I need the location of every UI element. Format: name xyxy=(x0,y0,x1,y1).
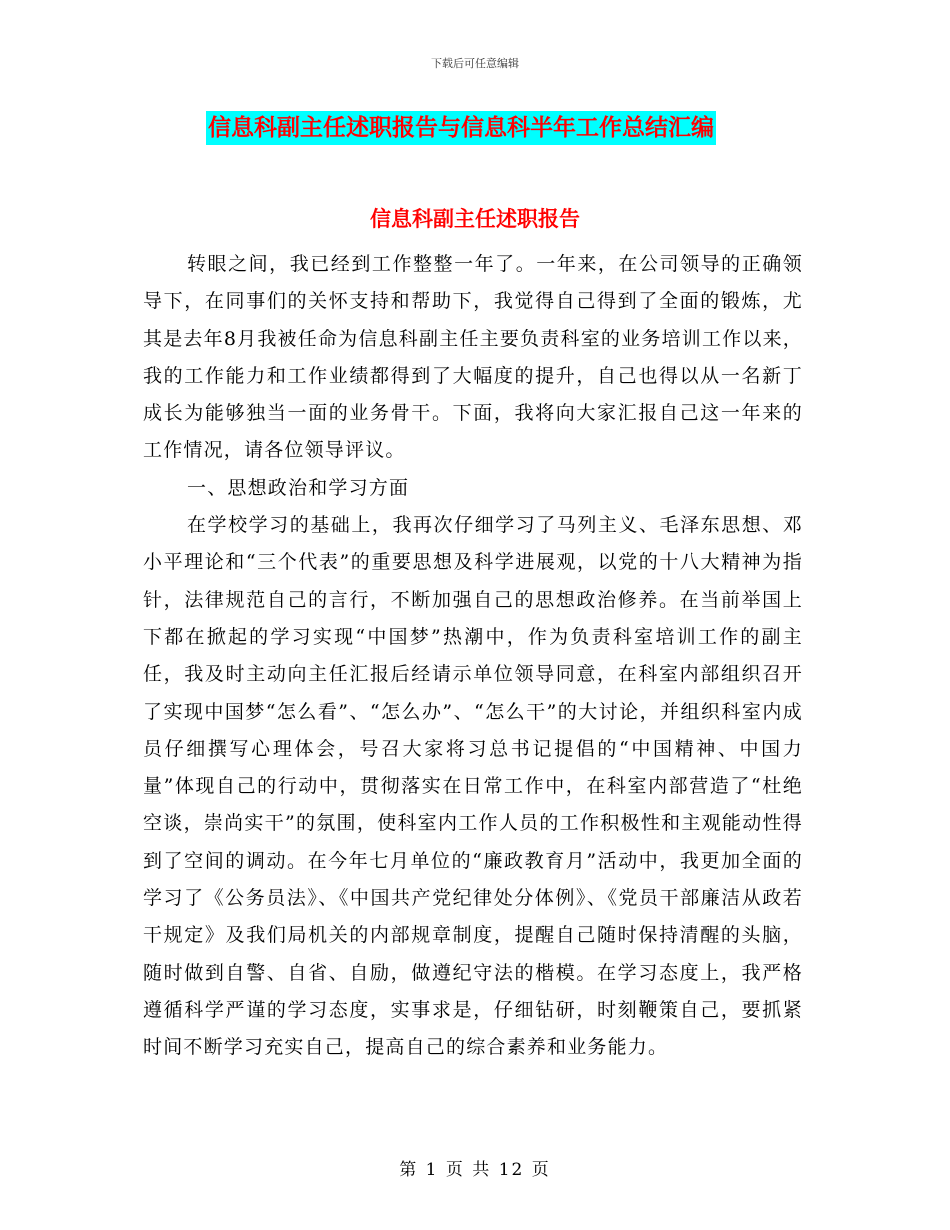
page-number-footer: 第 1 页 共 12 页 xyxy=(399,1160,551,1180)
document-title: 信息科副主任述职报告与信息科半年工作总结汇编 xyxy=(206,111,716,145)
document-body xyxy=(143,246,803,1067)
document-title-container xyxy=(206,111,790,147)
paragraph-politics-study: 在学校学习的基础上，我再次仔细学习了马列主义、毛泽东思想、邓小平理论和“三个代表”的重要思想及科学进展观，以党的十八大精神为指针，法律规范自己的言行，不断加强自己的思想政治修养。在当前举国上下都在掀起的学习实现“中国梦”热潮中，作为负责科室培训工作的副主任，我及时主动向主任汇报后经请示单位领导同意，在科室内部组织召开了实现中国梦“怎么看”、“怎么办”、“怎么干”的大讨论，并组织科室内成员仔细撰写心理体会，号召大家将习总书记提倡的“中国精神、中国力量”体现自己的行动中，贯彻落实在日常工作中，在科室内部营造了“杜绝空谈，崇尚实干”的氛围，使科室内工作人员的工作积极性和主观能动性得到了空间的调动。在今年七月单位的“廉政教育月”活动中，我更加全面的学习了《公务员法》、《中国共产党纪律处分体例》、《党员干部廉洁从政若干规定》及我们局机关的内部规章制度，提醒自己随时保持清醒的头脑，随时做到自警、自省、自励，做遵纪守法的楷模。在学习态度上，我严格遵循科学严谨的学习态度，实事求是，仔细钻研，时刻鞭策自己，要抓紧时间不断学习充实自己，提高自己的综合素养和业务能力。 xyxy=(143,514,803,1059)
section-heading-politics-study: 一、思想政治和学习方面 xyxy=(187,476,410,499)
paragraph-intro: 转眼之间，我已经到工作整整一年了。一年来，在公司领导的正确领导下，在同事们的关怀支持和帮助下，我觉得自己得到了全面的锻炼，尤其是去年8月我被任命为信息科副主任主要负责科室的业务培训工作以来，我的工作能力和工作业绩都得到了大幅度的提升，自己也得以从一名新丁成长为能够独当一面的业务骨干。下面，我将向大家汇报自己这一年来的工作情况，请各位领导评议。 xyxy=(143,253,803,462)
header-note: 下载后可任意编辑 xyxy=(431,57,519,70)
section-title: 信息科副主任述职报告 xyxy=(370,207,580,231)
